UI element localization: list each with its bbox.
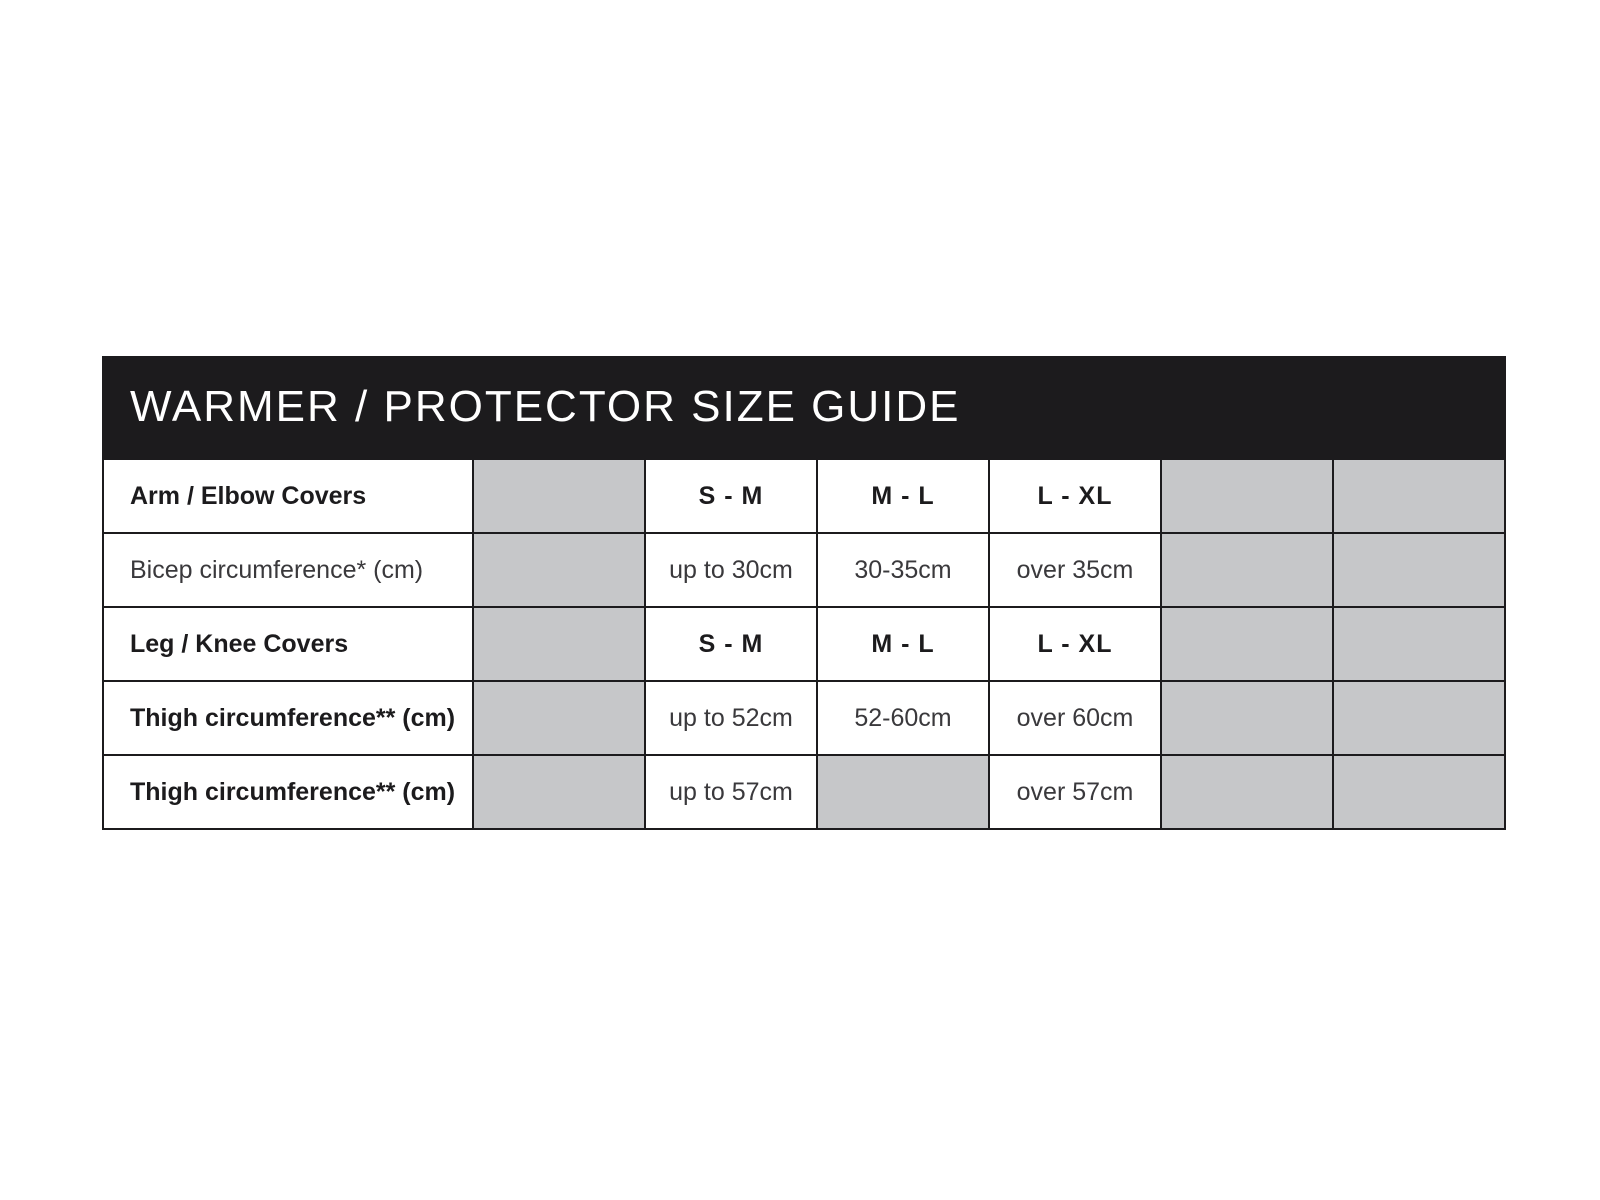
empty-size-cell (473, 755, 645, 829)
size-table (102, 458, 1506, 830)
size-cell: up to 52cm (645, 681, 817, 755)
table-row (103, 755, 1505, 829)
empty-size-cell (1333, 533, 1505, 607)
empty-size-cell (1333, 755, 1505, 829)
size-cell: up to 57cm (645, 755, 817, 829)
size-cell: S - M (645, 607, 817, 681)
size-cell: L - XL (989, 607, 1161, 681)
table-row (103, 681, 1505, 755)
table-row (103, 533, 1505, 607)
table-row (103, 459, 1505, 533)
row-label: Thigh circumference** (cm) (103, 681, 473, 755)
empty-size-cell (1333, 681, 1505, 755)
size-cell: M - L (817, 607, 989, 681)
size-cell: M - L (817, 459, 989, 533)
size-cell: L - XL (989, 459, 1161, 533)
size-cell: 52-60cm (817, 681, 989, 755)
empty-size-cell (1161, 755, 1333, 829)
size-cell: S - M (645, 459, 817, 533)
empty-size-cell (473, 533, 645, 607)
row-label: Thigh circumference** (cm) (103, 755, 473, 829)
empty-size-cell (1333, 459, 1505, 533)
empty-size-cell (473, 459, 645, 533)
size-cell: up to 30cm (645, 533, 817, 607)
empty-size-cell (473, 607, 645, 681)
size-guide-title: WARMER / PROTECTOR SIZE GUIDE (102, 356, 1506, 458)
row-label: Arm / Elbow Covers (103, 459, 473, 533)
row-label: Bicep circumference* (cm) (103, 533, 473, 607)
size-cell: over 60cm (989, 681, 1161, 755)
size-guide (102, 356, 1506, 830)
row-label: Leg / Knee Covers (103, 607, 473, 681)
size-cell: over 57cm (989, 755, 1161, 829)
size-cell: 30-35cm (817, 533, 989, 607)
empty-size-cell (1161, 533, 1333, 607)
empty-size-cell (473, 681, 645, 755)
empty-size-cell (1161, 681, 1333, 755)
empty-size-cell (817, 755, 989, 829)
empty-size-cell (1161, 607, 1333, 681)
empty-size-cell (1161, 459, 1333, 533)
table-row (103, 607, 1505, 681)
empty-size-cell (1333, 607, 1505, 681)
size-cell: over 35cm (989, 533, 1161, 607)
size-table-body (103, 459, 1505, 829)
